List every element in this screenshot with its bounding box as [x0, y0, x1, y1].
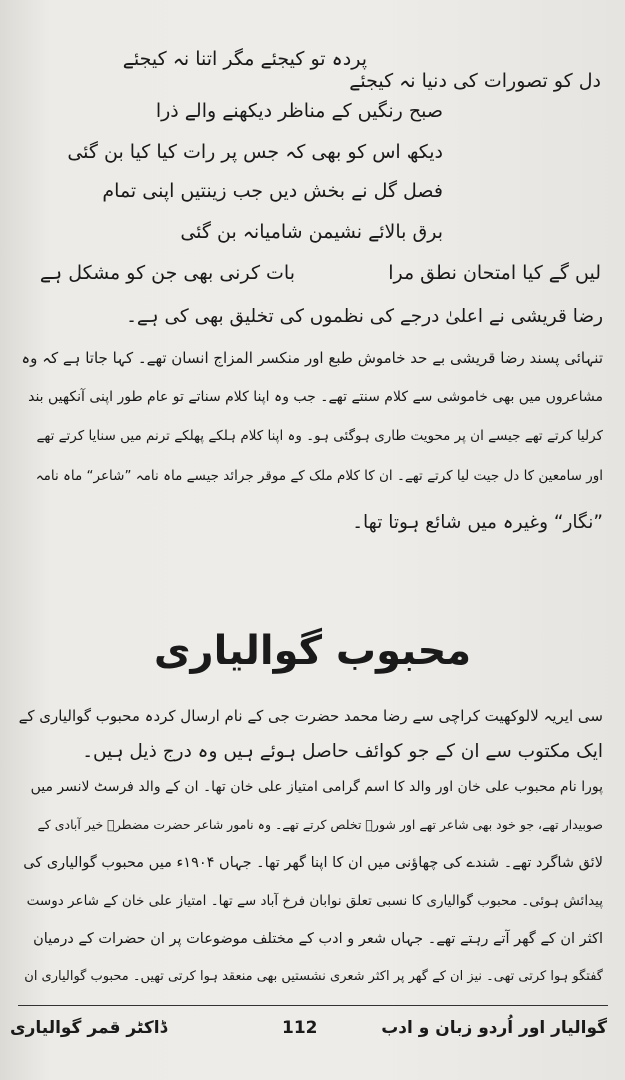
footer-book-title: گوالیار اور اُردو زبان و ادب — [381, 1018, 607, 1038]
poem-line-2: صبح رنگیں کے مناظر دیکھنے والے ذرا — [155, 100, 443, 122]
poem-line-1b: پردہ تو کیجئے مگر اتنا نہ کیجئے — [122, 48, 367, 70]
para2-line-2: ایک مکتوب سے ان کے جو کوائف حاصل ہوئے ہیں وہ درج ذیل ہیں۔ — [82, 741, 603, 762]
para1-line-3: مشاعروں میں بھی خاموشی سے کلام سنتے تھے۔ جب وہ اپنا کلام سناتے تو عام طور اپنی آنکھیں بند — [28, 389, 603, 405]
section-heading: محبوب گوالیاری — [153, 628, 472, 674]
para2-line-5: لائق شاگرد تھے۔ شندے کی چھاؤنی میں ان کا اپنا گھر تھا۔ جہاں ۱۹۰۴ء میں محبوب گوالیاری کی — [23, 855, 603, 871]
para1-line-6: ”نگار“ وغیرہ میں شائع ہوتا تھا۔ — [352, 512, 603, 533]
poem-line-4: فصل گل نے بخش دیں جب زینتیں اپنی تمام — [102, 180, 443, 202]
para1-line-4: کرلیا کرتے تھے جیسے ان پر محویت طاری ہوگئی ہو۔ وہ اپنا کلام ہلکے پھلکے ترنم میں سنایا کرتے تھے — [36, 428, 603, 444]
para2-line-7: اکثر ان کے گھر آتے رہتے تھے۔ جہاں شعر و ادب کے مختلف موضوعات پر ان حضرات کے درمیان — [33, 931, 603, 947]
poem-line-1a: دل کو تصورات کی دنیا نہ کیجئے — [349, 70, 601, 92]
para1-line-2: تنہائی پسند رضا قریشی بے حد خاموش طبع اور منکسر المزاج انسان تھے۔ کہا جاتا ہے کہ وہ — [21, 349, 603, 367]
poem-line-5: برق بالائے نشیمن شامیانہ بن گئی — [180, 221, 443, 243]
para2-line-4: صوبیدار تھے، جو خود بھی شاعر تھے اور شورؔ تخلص کرتے تھے۔ وہ نامور شاعر حضرت مضطرؔ خیر آبادی کے — [37, 817, 603, 832]
poem-line-6b: بات کرنی بھی جن کو مشکل ہے — [39, 262, 295, 284]
footer-author: ڈاکٹر قمر گوالیاری — [10, 1018, 168, 1038]
para2-line-3: پورا نام محبوب علی خان اور والد کا اسم گرامی امتیاز علی خان تھا۔ ان کے والد فرسٹ لانسر میں — [30, 779, 603, 795]
para1-line-5: اور سامعین کا دل جیت لیا کرتے تھے۔ ان کا کلام ملک کے موقر جرائد جیسے ماہ نامہ ”شاعر“ ماہ نامہ — [35, 468, 603, 484]
para1-line-1: رضا قریشی نے اعلیٰ درجے کی نظموں کی تخلیق بھی کی ہے۔ — [126, 306, 603, 327]
para2-line-8: گفتگو ہوا کرتی تھی۔ نیز ان کے گھر پر اکثر شعری نشستیں بھی منعقد ہوا کرتی تھیں۔ محبوب گوالیاری ان — [24, 969, 603, 984]
para2-line-1: سی ایریہ لالوکھیت کراچی سے رضا محمد حضرت جی کے نام ارسال کردہ محبوب گوالیاری کے — [18, 707, 603, 725]
poem-line-3: دیکھ اس کو بھی کہ جس پر رات کیا کیا بن گئی — [67, 141, 443, 163]
para2-line-6: پیدائش ہوئی۔ محبوب گوالیاری کا نسبی تعلق نوابان فرخ آباد سے تھا۔ امتیاز علی خان کے شاعر دوست — [26, 893, 603, 909]
poem-line-6a: لیں گے کیا امتحان نطق مرا — [388, 262, 601, 284]
page-number: 112 — [282, 1018, 318, 1038]
footer-rule — [18, 1005, 608, 1006]
